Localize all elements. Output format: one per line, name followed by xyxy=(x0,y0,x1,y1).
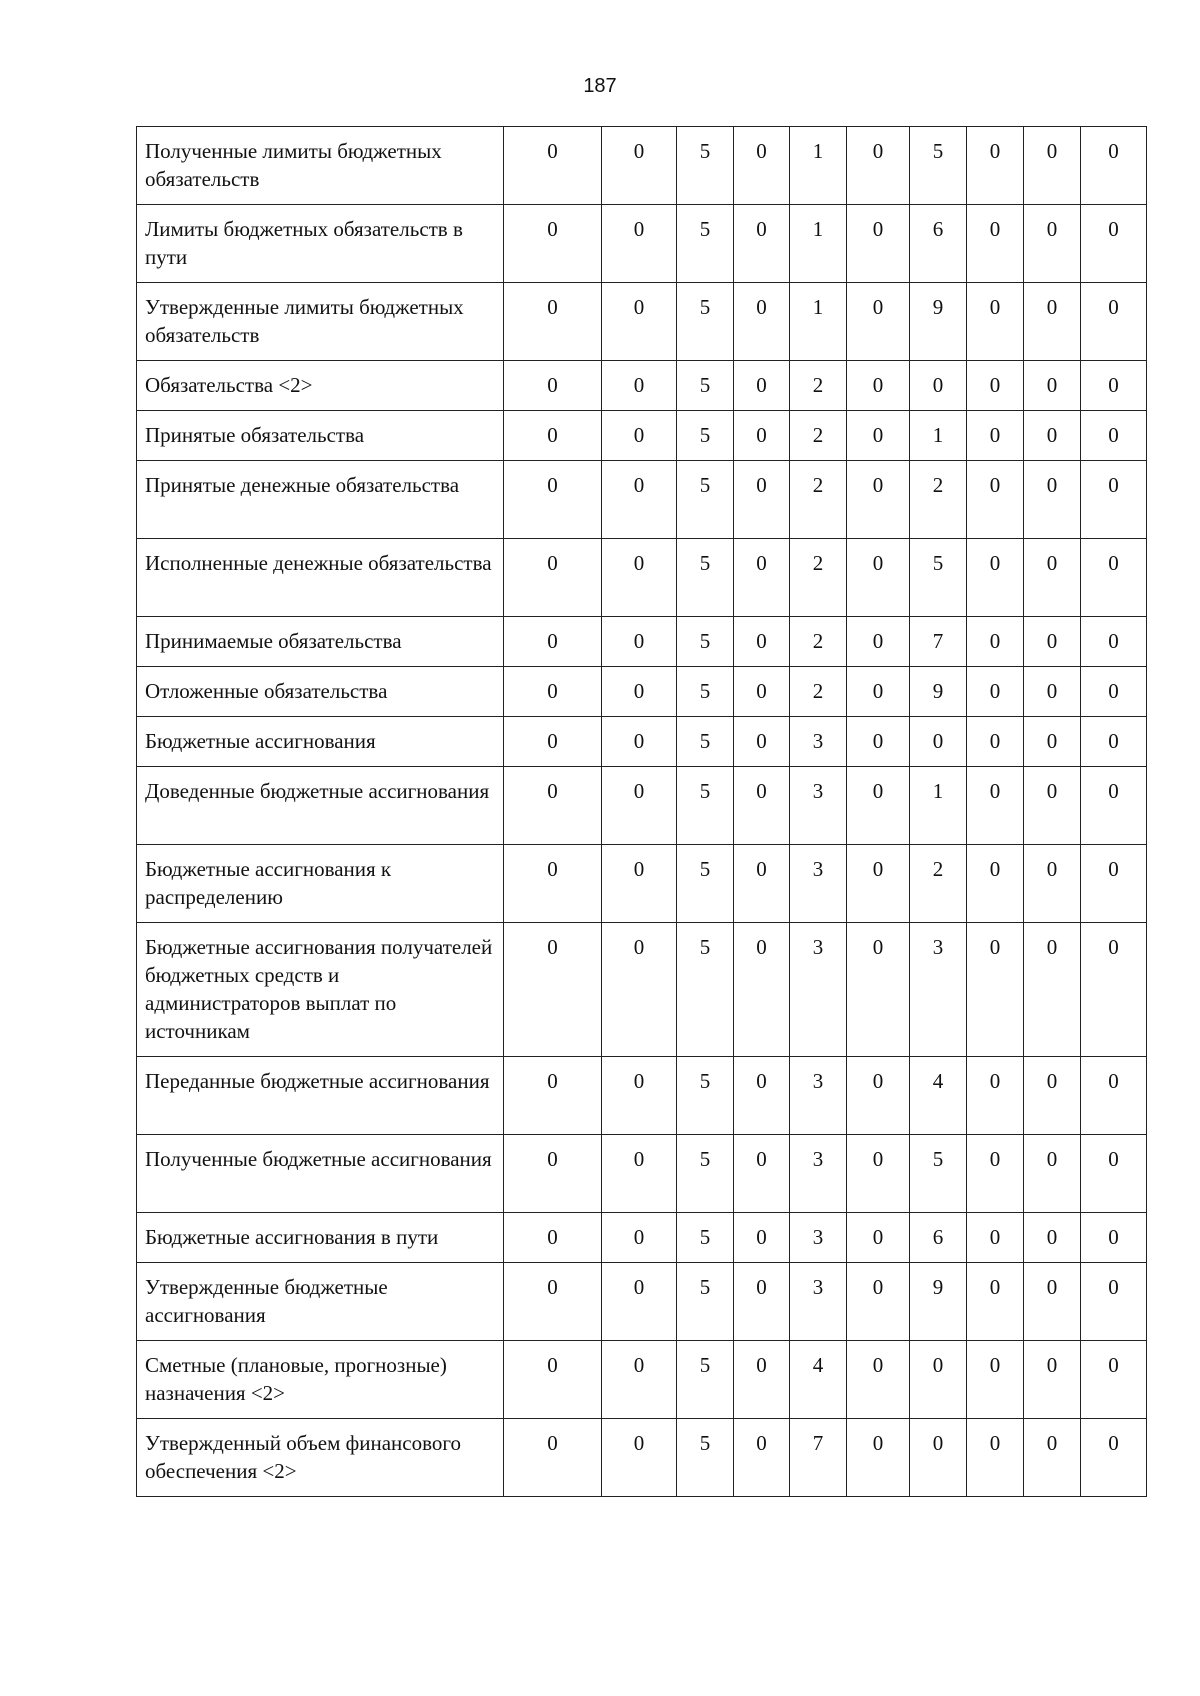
code-digit-cell: 0 xyxy=(967,461,1024,539)
account-name-cell: Сметные (плановые, прогнозные) назначения <2> xyxy=(137,1341,504,1419)
code-digit-cell: 0 xyxy=(1081,283,1147,361)
code-digit-cell: 0 xyxy=(847,1341,910,1419)
code-digit-cell: 0 xyxy=(847,539,910,617)
code-digit-cell: 0 xyxy=(967,1135,1024,1213)
code-digit-cell: 0 xyxy=(734,127,790,205)
code-digit-cell: 0 xyxy=(734,205,790,283)
code-digit-cell: 0 xyxy=(847,1419,910,1497)
code-digit-cell: 0 xyxy=(1081,1263,1147,1341)
code-digit-cell: 0 xyxy=(734,767,790,845)
code-digit-cell: 0 xyxy=(967,127,1024,205)
code-digit-cell: 0 xyxy=(1081,361,1147,411)
code-digit-cell: 0 xyxy=(1024,717,1081,767)
code-digit-cell: 0 xyxy=(847,411,910,461)
code-digit-cell: 0 xyxy=(1081,205,1147,283)
account-name-cell: Полученные лимиты бюджетных обязательств xyxy=(137,127,504,205)
code-digit-cell: 0 xyxy=(1024,617,1081,667)
code-digit-cell: 5 xyxy=(677,617,734,667)
code-digit-cell: 5 xyxy=(677,1057,734,1135)
code-digit-cell: 0 xyxy=(504,1135,602,1213)
code-digit-cell: 0 xyxy=(734,717,790,767)
code-digit-cell: 0 xyxy=(504,283,602,361)
code-digit-cell: 0 xyxy=(1081,1419,1147,1497)
code-digit-cell: 0 xyxy=(504,767,602,845)
code-digit-cell: 0 xyxy=(847,667,910,717)
code-digit-cell: 3 xyxy=(790,767,847,845)
code-digit-cell: 2 xyxy=(910,845,967,923)
account-codes-table xyxy=(136,126,1147,1497)
table-row xyxy=(137,539,1147,617)
code-digit-cell: 0 xyxy=(1081,1057,1147,1135)
code-digit-cell: 0 xyxy=(967,717,1024,767)
code-digit-cell: 0 xyxy=(504,845,602,923)
code-digit-cell: 5 xyxy=(677,767,734,845)
code-digit-cell: 0 xyxy=(1081,411,1147,461)
code-digit-cell: 0 xyxy=(1024,1213,1081,1263)
table-row xyxy=(137,717,1147,767)
code-digit-cell: 3 xyxy=(790,1213,847,1263)
code-digit-cell: 0 xyxy=(504,539,602,617)
code-digit-cell: 0 xyxy=(847,845,910,923)
table-body xyxy=(137,127,1147,1497)
code-digit-cell: 0 xyxy=(734,1341,790,1419)
code-digit-cell: 1 xyxy=(790,283,847,361)
code-digit-cell: 0 xyxy=(1024,845,1081,923)
code-digit-cell: 0 xyxy=(1081,617,1147,667)
code-digit-cell: 5 xyxy=(677,845,734,923)
account-name-cell: Утвержденные бюджетные ассигнования xyxy=(137,1263,504,1341)
code-digit-cell: 2 xyxy=(790,539,847,617)
code-digit-cell: 0 xyxy=(847,923,910,1057)
code-digit-cell: 5 xyxy=(677,283,734,361)
code-digit-cell: 0 xyxy=(967,767,1024,845)
code-digit-cell: 0 xyxy=(847,461,910,539)
code-digit-cell: 0 xyxy=(847,205,910,283)
table-row xyxy=(137,411,1147,461)
code-digit-cell: 3 xyxy=(790,1263,847,1341)
code-digit-cell: 0 xyxy=(1081,127,1147,205)
code-digit-cell: 3 xyxy=(790,923,847,1057)
code-digit-cell: 0 xyxy=(734,539,790,617)
code-digit-cell: 0 xyxy=(967,411,1024,461)
account-name-cell: Переданные бюджетные ассигнования xyxy=(137,1057,504,1135)
code-digit-cell: 0 xyxy=(602,1213,677,1263)
code-digit-cell: 0 xyxy=(504,461,602,539)
code-digit-cell: 0 xyxy=(967,539,1024,617)
code-digit-cell: 2 xyxy=(910,461,967,539)
table-row xyxy=(137,923,1147,1057)
code-digit-cell: 0 xyxy=(1024,361,1081,411)
code-digit-cell: 0 xyxy=(1024,1419,1081,1497)
code-digit-cell: 0 xyxy=(734,1419,790,1497)
code-digit-cell: 1 xyxy=(910,767,967,845)
code-digit-cell: 4 xyxy=(910,1057,967,1135)
code-digit-cell: 0 xyxy=(1024,283,1081,361)
account-name-cell: Принятые денежные обязательства xyxy=(137,461,504,539)
code-digit-cell: 3 xyxy=(790,1135,847,1213)
code-digit-cell: 5 xyxy=(910,1135,967,1213)
account-name-cell: Бюджетные ассигнования к распределению xyxy=(137,845,504,923)
code-digit-cell: 0 xyxy=(504,1263,602,1341)
code-digit-cell: 0 xyxy=(504,1057,602,1135)
code-digit-cell: 0 xyxy=(847,283,910,361)
code-digit-cell: 0 xyxy=(602,411,677,461)
code-digit-cell: 0 xyxy=(1081,1341,1147,1419)
code-digit-cell: 0 xyxy=(910,1419,967,1497)
code-digit-cell: 5 xyxy=(677,717,734,767)
table-row xyxy=(137,1341,1147,1419)
account-name-cell: Утвержденные лимиты бюджетных обязательств xyxy=(137,283,504,361)
code-digit-cell: 0 xyxy=(1024,127,1081,205)
code-digit-cell: 2 xyxy=(790,617,847,667)
code-digit-cell: 1 xyxy=(790,127,847,205)
code-digit-cell: 0 xyxy=(602,361,677,411)
account-name-cell: Бюджетные ассигнования в пути xyxy=(137,1213,504,1263)
code-digit-cell: 9 xyxy=(910,667,967,717)
code-digit-cell: 0 xyxy=(967,845,1024,923)
code-digit-cell: 0 xyxy=(967,1341,1024,1419)
code-digit-cell: 0 xyxy=(734,1213,790,1263)
code-digit-cell: 0 xyxy=(1024,1135,1081,1213)
code-digit-cell: 0 xyxy=(734,361,790,411)
code-digit-cell: 0 xyxy=(1024,767,1081,845)
code-digit-cell: 5 xyxy=(677,461,734,539)
table-row xyxy=(137,1057,1147,1135)
code-digit-cell: 0 xyxy=(967,205,1024,283)
table-row xyxy=(137,1419,1147,1497)
code-digit-cell: 3 xyxy=(790,1057,847,1135)
code-digit-cell: 0 xyxy=(847,617,910,667)
code-digit-cell: 5 xyxy=(677,1341,734,1419)
account-name-cell: Отложенные обязательства xyxy=(137,667,504,717)
code-digit-cell: 0 xyxy=(504,361,602,411)
account-name-cell: Полученные бюджетные ассигнования xyxy=(137,1135,504,1213)
code-digit-cell: 5 xyxy=(910,127,967,205)
code-digit-cell: 0 xyxy=(504,717,602,767)
table-row xyxy=(137,461,1147,539)
code-digit-cell: 0 xyxy=(734,411,790,461)
code-digit-cell: 0 xyxy=(504,127,602,205)
code-digit-cell: 0 xyxy=(504,411,602,461)
code-digit-cell: 0 xyxy=(1024,461,1081,539)
account-name-cell: Принятые обязательства xyxy=(137,411,504,461)
code-digit-cell: 0 xyxy=(602,205,677,283)
code-digit-cell: 0 xyxy=(602,923,677,1057)
code-digit-cell: 2 xyxy=(790,361,847,411)
table-row xyxy=(137,283,1147,361)
code-digit-cell: 0 xyxy=(734,283,790,361)
code-digit-cell: 0 xyxy=(967,283,1024,361)
code-digit-cell: 0 xyxy=(504,667,602,717)
table-row xyxy=(137,1135,1147,1213)
code-digit-cell: 0 xyxy=(602,1135,677,1213)
table-row xyxy=(137,127,1147,205)
code-digit-cell: 6 xyxy=(910,1213,967,1263)
code-digit-cell: 4 xyxy=(790,1341,847,1419)
code-digit-cell: 1 xyxy=(790,205,847,283)
code-digit-cell: 0 xyxy=(504,923,602,1057)
code-digit-cell: 0 xyxy=(504,617,602,667)
code-digit-cell: 0 xyxy=(602,1263,677,1341)
code-digit-cell: 3 xyxy=(910,923,967,1057)
code-digit-cell: 0 xyxy=(910,717,967,767)
code-digit-cell: 0 xyxy=(734,1057,790,1135)
code-digit-cell: 2 xyxy=(790,667,847,717)
code-digit-cell: 7 xyxy=(790,1419,847,1497)
table-row xyxy=(137,205,1147,283)
code-digit-cell: 5 xyxy=(677,1213,734,1263)
code-digit-cell: 0 xyxy=(847,1135,910,1213)
code-digit-cell: 0 xyxy=(734,1263,790,1341)
code-digit-cell: 7 xyxy=(910,617,967,667)
code-digit-cell: 0 xyxy=(847,127,910,205)
code-digit-cell: 0 xyxy=(967,617,1024,667)
code-digit-cell: 5 xyxy=(677,539,734,617)
account-name-cell: Исполненные денежные обязательства xyxy=(137,539,504,617)
code-digit-cell: 3 xyxy=(790,717,847,767)
code-digit-cell: 0 xyxy=(1081,667,1147,717)
code-digit-cell: 0 xyxy=(1024,539,1081,617)
code-digit-cell: 0 xyxy=(967,1213,1024,1263)
code-digit-cell: 5 xyxy=(677,1263,734,1341)
code-digit-cell: 0 xyxy=(1024,205,1081,283)
code-digit-cell: 0 xyxy=(602,1341,677,1419)
code-digit-cell: 0 xyxy=(602,1419,677,1497)
code-digit-cell: 0 xyxy=(967,361,1024,411)
code-digit-cell: 0 xyxy=(910,361,967,411)
code-digit-cell: 0 xyxy=(602,667,677,717)
code-digit-cell: 0 xyxy=(967,1263,1024,1341)
code-digit-cell: 0 xyxy=(1081,461,1147,539)
code-digit-cell: 0 xyxy=(1024,1263,1081,1341)
code-digit-cell: 9 xyxy=(910,1263,967,1341)
code-digit-cell: 0 xyxy=(602,617,677,667)
code-digit-cell: 2 xyxy=(790,461,847,539)
code-digit-cell: 0 xyxy=(1024,411,1081,461)
code-digit-cell: 2 xyxy=(790,411,847,461)
page-number: 187 xyxy=(583,75,617,97)
code-digit-cell: 0 xyxy=(1081,845,1147,923)
table-row xyxy=(137,767,1147,845)
code-digit-cell: 0 xyxy=(1081,717,1147,767)
code-digit-cell: 0 xyxy=(1024,1341,1081,1419)
code-digit-cell: 0 xyxy=(1081,767,1147,845)
code-digit-cell: 0 xyxy=(602,767,677,845)
code-digit-cell: 0 xyxy=(734,1135,790,1213)
account-name-cell: Бюджетные ассигнования xyxy=(137,717,504,767)
code-digit-cell: 0 xyxy=(602,539,677,617)
account-name-cell: Принимаемые обязательства xyxy=(137,617,504,667)
code-digit-cell: 0 xyxy=(1081,1213,1147,1263)
code-digit-cell: 0 xyxy=(847,361,910,411)
table-row xyxy=(137,845,1147,923)
table-row xyxy=(137,1213,1147,1263)
code-digit-cell: 9 xyxy=(910,283,967,361)
code-digit-cell: 0 xyxy=(967,1419,1024,1497)
code-digit-cell: 0 xyxy=(847,1213,910,1263)
code-digit-cell: 0 xyxy=(734,667,790,717)
code-digit-cell: 0 xyxy=(504,1213,602,1263)
code-digit-cell: 0 xyxy=(734,923,790,1057)
code-digit-cell: 0 xyxy=(602,461,677,539)
code-digit-cell: 0 xyxy=(1081,1135,1147,1213)
code-digit-cell: 6 xyxy=(910,205,967,283)
code-digit-cell: 0 xyxy=(910,1341,967,1419)
code-digit-cell: 0 xyxy=(1081,539,1147,617)
account-name-cell: Лимиты бюджетных обязательств в пути xyxy=(137,205,504,283)
account-name-cell: Обязательства <2> xyxy=(137,361,504,411)
code-digit-cell: 0 xyxy=(847,1263,910,1341)
code-digit-cell: 0 xyxy=(847,767,910,845)
code-digit-cell: 0 xyxy=(602,283,677,361)
code-digit-cell: 5 xyxy=(910,539,967,617)
code-digit-cell: 0 xyxy=(734,461,790,539)
code-digit-cell: 0 xyxy=(967,667,1024,717)
code-digit-cell: 0 xyxy=(602,845,677,923)
code-digit-cell: 0 xyxy=(602,1057,677,1135)
code-digit-cell: 5 xyxy=(677,1135,734,1213)
code-digit-cell: 0 xyxy=(602,717,677,767)
account-name-cell: Доведенные бюджетные ассигнования xyxy=(137,767,504,845)
table-row xyxy=(137,667,1147,717)
table-row xyxy=(137,617,1147,667)
code-digit-cell: 0 xyxy=(504,205,602,283)
code-digit-cell: 3 xyxy=(790,845,847,923)
code-digit-cell: 0 xyxy=(1081,923,1147,1057)
code-digit-cell: 1 xyxy=(910,411,967,461)
code-digit-cell: 0 xyxy=(1024,667,1081,717)
table-row xyxy=(137,1263,1147,1341)
code-digit-cell: 0 xyxy=(602,127,677,205)
table-row xyxy=(137,361,1147,411)
code-digit-cell: 5 xyxy=(677,923,734,1057)
code-digit-cell: 5 xyxy=(677,667,734,717)
code-digit-cell: 0 xyxy=(734,617,790,667)
code-digit-cell: 5 xyxy=(677,411,734,461)
account-name-cell: Бюджетные ассигнования получателей бюджетных средств и администраторов выплат по источникам xyxy=(137,923,504,1057)
code-digit-cell: 0 xyxy=(847,717,910,767)
code-digit-cell: 5 xyxy=(677,1419,734,1497)
code-digit-cell: 0 xyxy=(847,1057,910,1135)
code-digit-cell: 0 xyxy=(1024,1057,1081,1135)
code-digit-cell: 5 xyxy=(677,205,734,283)
code-digit-cell: 0 xyxy=(1024,923,1081,1057)
code-digit-cell: 5 xyxy=(677,127,734,205)
code-digit-cell: 0 xyxy=(967,1057,1024,1135)
code-digit-cell: 0 xyxy=(504,1341,602,1419)
code-digit-cell: 0 xyxy=(504,1419,602,1497)
code-digit-cell: 5 xyxy=(677,361,734,411)
code-digit-cell: 0 xyxy=(734,845,790,923)
account-name-cell: Утвержденный объем финансового обеспечения <2> xyxy=(137,1419,504,1497)
code-digit-cell: 0 xyxy=(967,923,1024,1057)
